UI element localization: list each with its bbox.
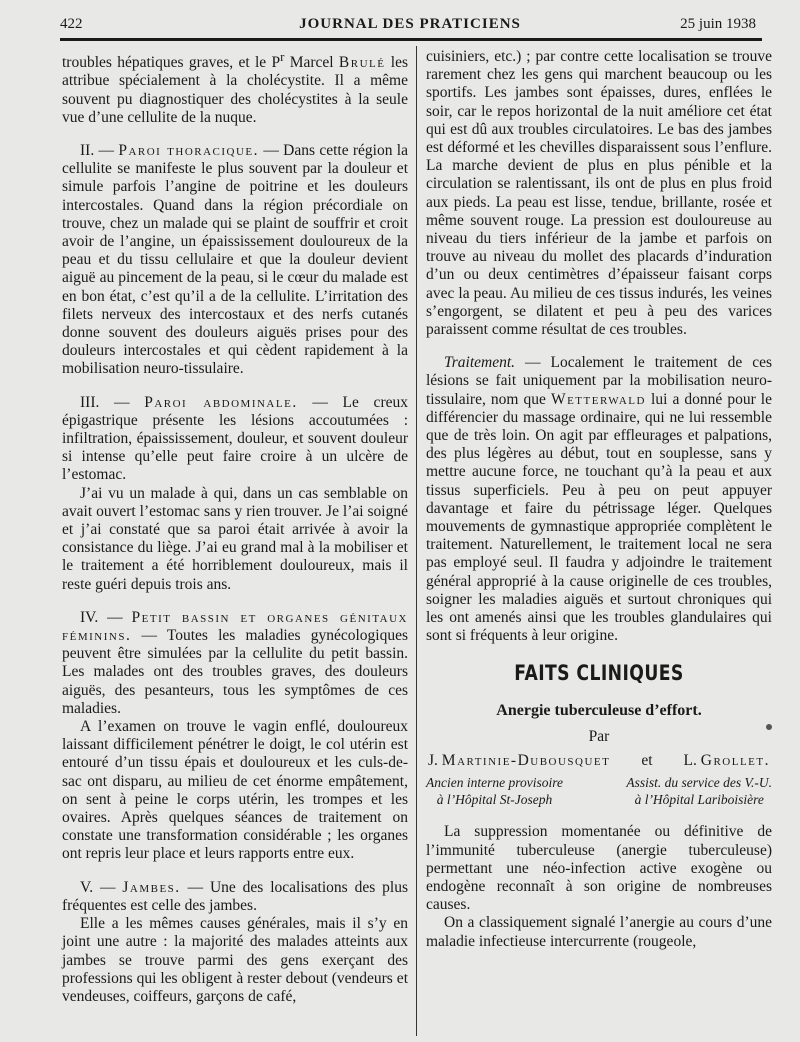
author-name: Brulé (338, 54, 386, 72)
section-heading: Petit bassin et organes génitaux féminins. (62, 608, 408, 645)
section-thorax: II. — Paroi thoracique. — Dans cette région la cellulite se manifeste le plus souvent par la douleur et simule parfois l’angine de poitrine et les douleurs intercostales. Quand dans la région précordiale on trouve, chez un malade qui se plaint de souffrir et croit avoir de l’angine, un épaississement douloureux de la peau et du tissu cellulaire et que la douleur devient aiguë au pincement de la peau, si le cœur du malade est en bon état, c’est qu’il a de la cellulite. L’irritation des filets nerveux des intercostaux et des nerfs cutanés donne souvent des douleurs aiguës prises pour des douleurs intercostales et qui cèdent rapidement à la mobilisation neuro-tissulaire. (62, 141, 408, 378)
affiliations (426, 774, 772, 808)
section-heading: Traitement. (444, 354, 516, 372)
author-2: L. Grollet. (683, 752, 770, 770)
left-column (62, 48, 408, 1006)
author-name: Wetterwald (550, 390, 646, 408)
ink-spot (766, 724, 772, 730)
paragraph: cuisiniers, etc.) ; par contre cette localisation se trouve rarement chez les gens qui marchent beaucoup ou les sportifs. Les jambes sont épaisses, dures, enflées le soir, car le repos horizontal de la nuit améliore cet état qui est dû aux troubles circulatoires. Le bas des jambes est déformé et les chevilles disparaissent sous l’enflure. La marche devient de plus en plus pénible et la circulation se ralentissant, ils ont de plus en plus froid aux pieds. La peau est lisse, tendue, brillante, rosée et même souvent rouge. La pression est douloureuse au niveau du tiers inférieur de la jambe et parfois on trouve au niveau du mollet des placards d’induration d’un ou deux centimètres d’épaisseur faisant corps avec la peau. Au milieu de ces tissus indurés, les veines s’engorgent, se dilatent et peu à peu des varices paraissent comme résultat de ces troubles. (426, 48, 772, 339)
paragraph: La suppression momentanée ou définitive de l’immunité tuberculeuse (anergie tuberculeuse) permettant une néo-infection active exogène ou endogène reconnaît à son origine de nombreuses causes. (426, 823, 772, 914)
author-conjunction: et (641, 752, 653, 770)
journal-title: JOURNAL DES PRATICIENS (299, 16, 521, 32)
column-divider (416, 46, 417, 1036)
section-legs: V. — Jambes. — Une des localisations des plus fréquentes est celle des jambes. (62, 878, 408, 914)
paragraph: A l’examen on trouve le vagin enflé, douloureux laissant difficilement pénétrer le doigt, le col utérin est entouré d’un tissu épais et douloureux et les culs-de-sac ont disparu, au milieu de cet énorme empâtement, on sent à peine le corps utérin, les trompes et les ovaires. Après quelques séances de traitement on constate une transformation considérable ; les organes ont repris leur place et leurs rapports entre eux. (62, 718, 408, 863)
section-heading: Jambes. (122, 878, 181, 896)
page-header (60, 16, 760, 36)
section-heading: Paroi abdominale. (144, 393, 298, 411)
section-abdomen: III. — Paroi abdominale. — Le creux épigastrique présente les lésions accoutumées : infiltration, épaississement, douleur, et souvent douleur si intense qu’elle peut faire croire à un ulcère de l’estomac. (62, 393, 408, 484)
authors (426, 752, 772, 770)
section-heading: Paroi thoracique. (118, 141, 260, 159)
affiliation-1: Ancien interne provisoire à l’Hôpital St-Joseph (426, 775, 563, 808)
article-title: Anergie tuberculeuse d’effort. (496, 701, 702, 719)
paragraph: Elle a les mêmes causes générales, mais il s’y en joint une autre : la majorité des malades atteints aux jambes se trouve parmi des gens exerçant des professions qui les obligent à rester debout (vendeurs et vendeuses, coiffeurs, garçons de café, (62, 915, 408, 1005)
issue-date: 25 juin 1938 (680, 16, 756, 32)
byline-par: Par (588, 727, 610, 745)
section-title: FAITS CLINIQUES (514, 660, 684, 685)
right-column (426, 48, 772, 951)
affiliation-2: Assist. du service des V.-U. à l’Hôpital Lariboisière (626, 775, 772, 808)
page-number: 422 (60, 16, 83, 32)
section-treatment: Traitement. — Localement le traitement de ces lésions se fait uniquement par la mobilisation neuro-tissulaire, nom que Wetterwald lui a donné pour le différencier du massage ordinaire, qui ne lui ressemble que de très loin. On agit par effleurages et palpations, des plus légères au début, tout en souplesse, sans y mettre aucune force, ne touchant qu’à la peau et aux tissus superficiels. Peu à peu on peut appuyer davantage et faire du pétrissage léger. Quelques mouvements de gymnastique appropriée complètent le traitement. Naturellement, le traitement local ne sera pas employé seul. Il faudra y adjoindre le traitement général approprié à la cause originelle de ces troubles, soigner les maladies aiguës et surtout chroniques qui les ont amenés ainsi que les troubles glandulaires qui sont si fréquents à leur origine. (426, 354, 772, 645)
section-pelvis: IV. — Petit bassin et organes génitaux féminins. — Toutes les maladies gynécologiques peuvent être simulées par la cellulite du petit bassin. Les malades ont des troubles graves, des douleurs aiguës, des pesanteurs, tous les symptômes de ces maladies. (62, 608, 408, 717)
paragraph: J’ai vu un malade à qui, dans un cas semblable on avait ouvert l’estomac sans y rien trouver. Je l’ai soigné et j’ai constaté que sa paroi était arrivée à avoir la consistance du liège. J’ai eu grand mal à la mobiliser et le traitement a été horriblement douloureux, mais il reste guéri depuis trois ans. (62, 484, 408, 593)
paragraph: troubles hépatiques graves, et le $P^r$ Marcel Brulé les attribue spécialement à la cholécystite. Il a même souvent pu diagnostiquer des cholécystites à la seule vue d’une cellulite de la nuque. (62, 49, 409, 126)
paragraph: On a classiquement signalé l’anergie au cours d’une maladie infectieuse intercurrente (rougeole, (426, 914, 772, 950)
header-rule (60, 38, 762, 41)
author-1: J. Martinie-Dubousquet (428, 752, 611, 770)
